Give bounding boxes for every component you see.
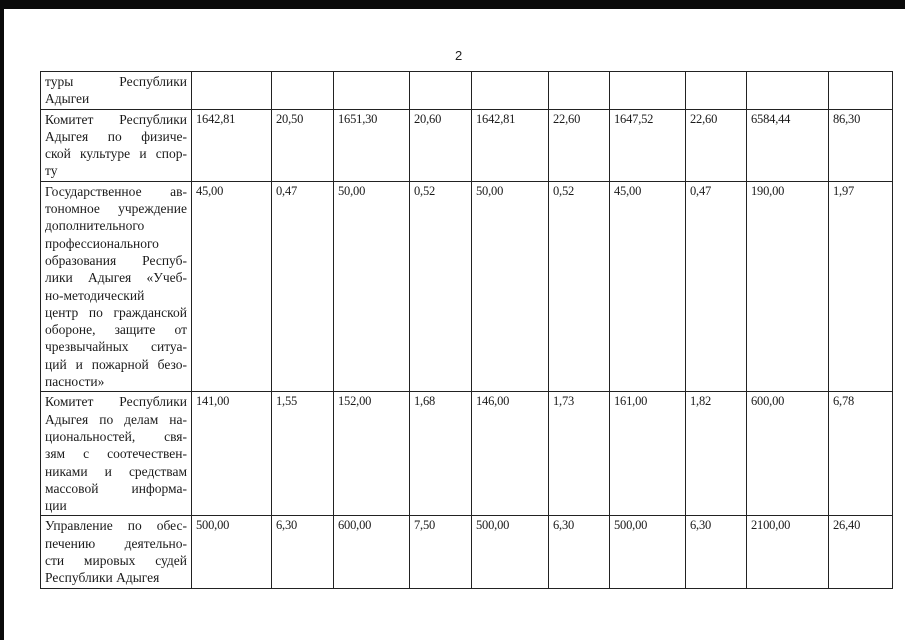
organization-name-line: обороне, защите от: [45, 322, 187, 338]
budget-table: [40, 71, 893, 589]
organization-name-line: циональностей, свя-: [45, 428, 187, 444]
organization-name-line: но-методический: [45, 287, 145, 303]
value-cell: 1642,81: [472, 109, 549, 181]
page-number: 2: [455, 48, 463, 63]
organization-name-line: массовой информа-: [45, 480, 187, 496]
value-cell: 86,30: [829, 109, 893, 181]
organization-name-cell: [41, 516, 192, 588]
value-cell: [549, 72, 610, 110]
value-cell: 45,00: [610, 181, 686, 392]
organization-name-line: Государственное ав-: [45, 183, 187, 199]
value-cell: 1,68: [410, 392, 472, 516]
organization-name-line: зям с соотечествен-: [45, 446, 187, 462]
value-cell: 22,60: [686, 109, 747, 181]
value-cell: [472, 72, 549, 110]
value-cell: 6,78: [829, 392, 893, 516]
organization-name-line: никами и средствам: [45, 463, 187, 479]
organization-name-line: лики Адыгея «Учеб-: [45, 270, 187, 286]
value-cell: 1,55: [272, 392, 334, 516]
organization-name-line: Управление по обес-: [45, 518, 187, 534]
value-cell: 161,00: [610, 392, 686, 516]
value-cell: 1651,30: [334, 109, 410, 181]
organization-name-line: ций и пожарной безо-: [45, 356, 187, 372]
value-cell: 500,00: [192, 516, 272, 588]
organization-name-cell: [41, 181, 192, 392]
value-cell: 600,00: [334, 516, 410, 588]
organization-name-line: Республики Адыгея: [45, 570, 160, 586]
organization-name-line: Адыгея по физиче-: [45, 128, 187, 144]
organization-name-cell: [41, 72, 192, 110]
organization-name-cell: [41, 392, 192, 516]
organization-name-line: сти мировых судей: [45, 553, 187, 569]
value-cell: 26,40: [829, 516, 893, 588]
value-cell: 146,00: [472, 392, 549, 516]
value-cell: [747, 72, 829, 110]
value-cell: 6584,44: [747, 109, 829, 181]
organization-name-line: образования Респуб-: [45, 252, 187, 268]
value-cell: 45,00: [192, 181, 272, 392]
organization-name-line: ской культуре и спор-: [45, 146, 187, 162]
table-row: [41, 109, 893, 181]
value-cell: 2100,00: [747, 516, 829, 588]
scan-left-border: [0, 0, 4, 640]
value-cell: [192, 72, 272, 110]
value-cell: 20,60: [410, 109, 472, 181]
table-row: [41, 392, 893, 516]
value-cell: 1642,81: [192, 109, 272, 181]
value-cell: 6,30: [686, 516, 747, 588]
value-cell: [686, 72, 747, 110]
organization-name-line: центр по гражданской: [45, 304, 187, 320]
value-cell: 20,50: [272, 109, 334, 181]
value-cell: 500,00: [610, 516, 686, 588]
organization-name-line: ту: [45, 163, 58, 179]
value-cell: 0,52: [410, 181, 472, 392]
value-cell: 7,50: [410, 516, 472, 588]
value-cell: [272, 72, 334, 110]
value-cell: 1,82: [686, 392, 747, 516]
value-cell: 600,00: [747, 392, 829, 516]
organization-name-line: чрезвычайных ситуа-: [45, 339, 187, 355]
organization-name-line: пасности»: [45, 374, 105, 390]
scan-top-border: [0, 0, 905, 9]
value-cell: [829, 72, 893, 110]
value-cell: 1647,52: [610, 109, 686, 181]
value-cell: 6,30: [549, 516, 610, 588]
value-cell: [410, 72, 472, 110]
organization-name-line: Адыгеи: [45, 91, 90, 107]
value-cell: 50,00: [334, 181, 410, 392]
table-row: [41, 72, 893, 110]
organization-name-line: тономное учреждение: [45, 201, 187, 217]
organization-name-line: Комитет Республики: [45, 394, 187, 410]
value-cell: 190,00: [747, 181, 829, 392]
table-row: [41, 181, 893, 392]
organization-name-cell: [41, 109, 192, 181]
organization-name-line: туры Республики: [45, 74, 187, 89]
organization-name-line: профессионального: [45, 235, 159, 251]
organization-name-line: Комитет Республики: [45, 111, 187, 127]
table-row: [41, 516, 893, 588]
value-cell: 0,47: [272, 181, 334, 392]
value-cell: 152,00: [334, 392, 410, 516]
value-cell: 1,73: [549, 392, 610, 516]
organization-name-line: ции: [45, 498, 67, 514]
value-cell: 141,00: [192, 392, 272, 516]
organization-name-line: дополнительного: [45, 218, 145, 234]
organization-name-line: Адыгея по делам на-: [45, 411, 187, 427]
value-cell: 1,97: [829, 181, 893, 392]
value-cell: 0,47: [686, 181, 747, 392]
value-cell: 22,60: [549, 109, 610, 181]
organization-name-line: печению деятельно-: [45, 535, 187, 551]
value-cell: [334, 72, 410, 110]
value-cell: 500,00: [472, 516, 549, 588]
value-cell: [610, 72, 686, 110]
value-cell: 50,00: [472, 181, 549, 392]
value-cell: 6,30: [272, 516, 334, 588]
value-cell: 0,52: [549, 181, 610, 392]
